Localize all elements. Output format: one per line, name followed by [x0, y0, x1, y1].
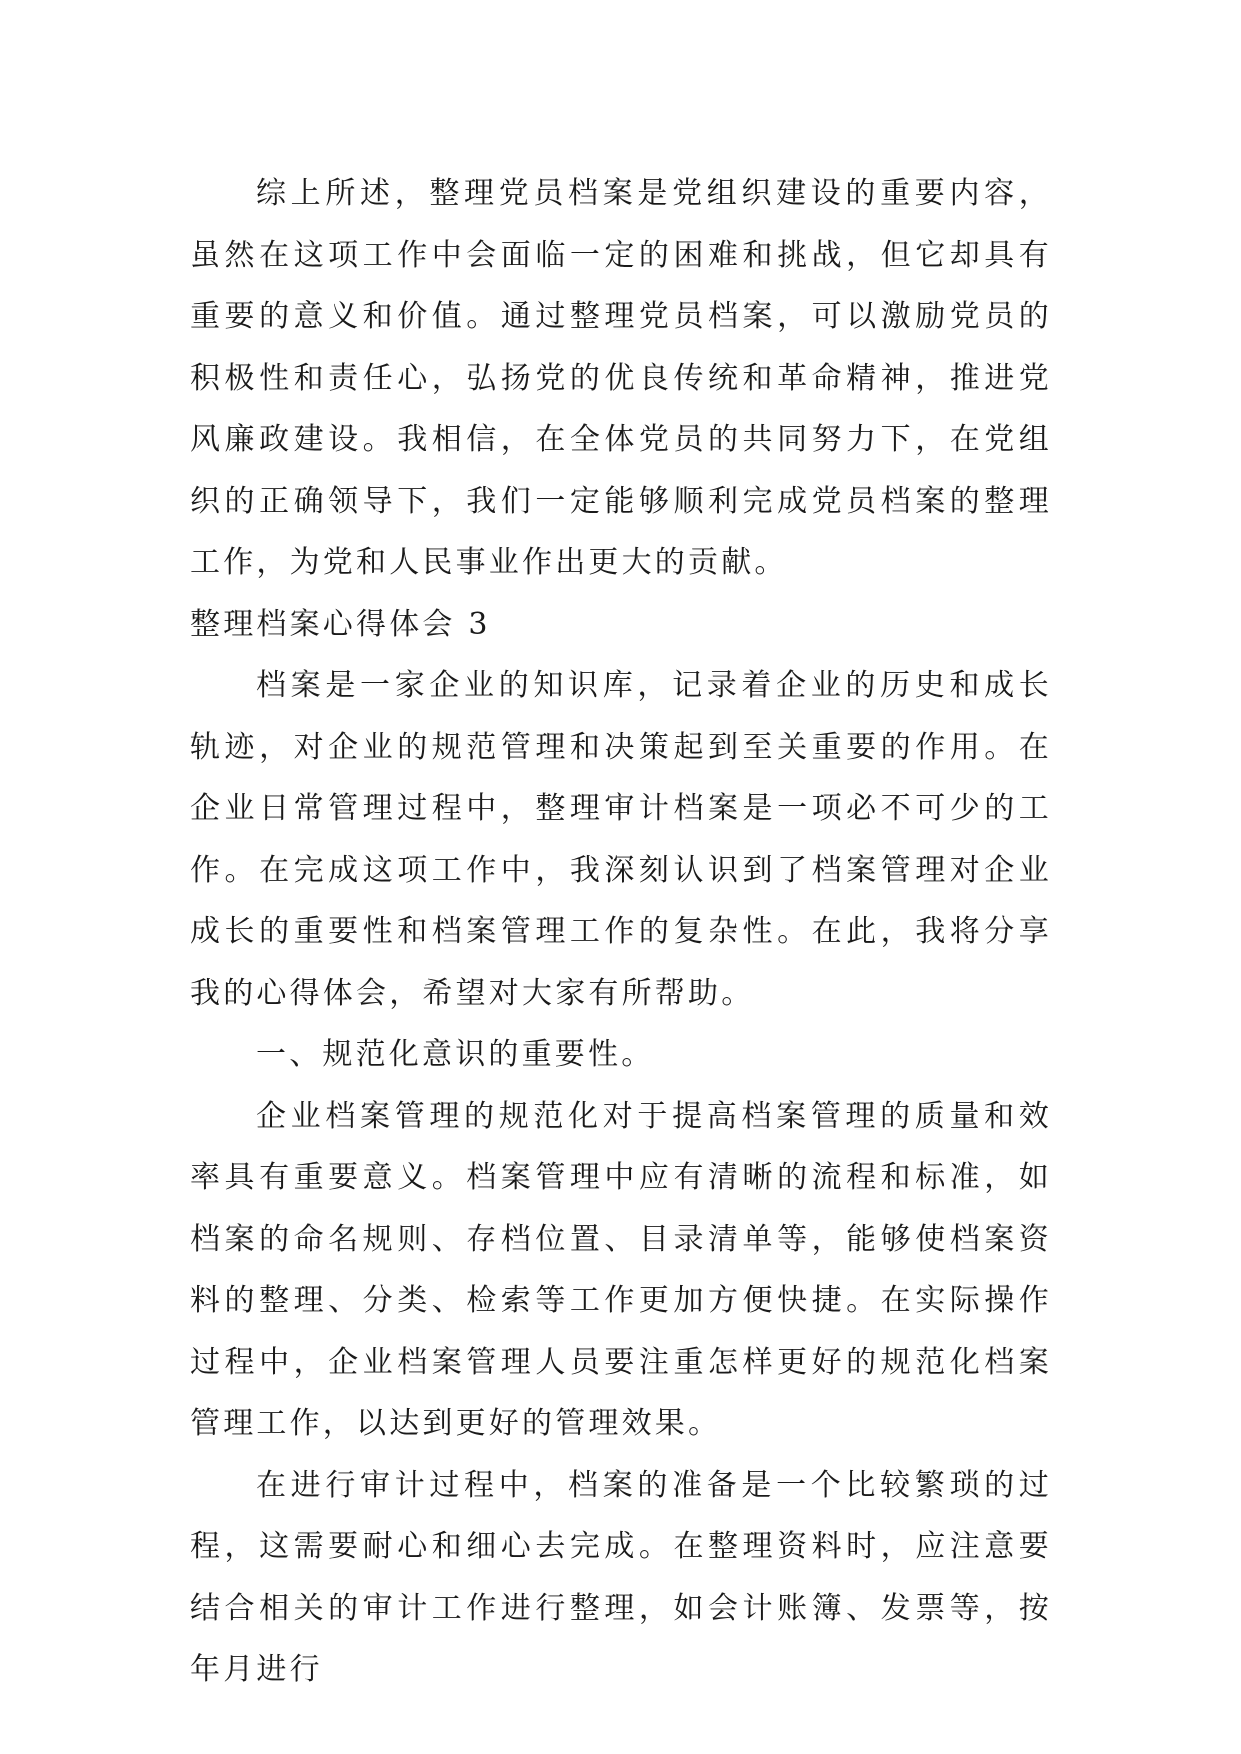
standardization-paragraph: 企业档案管理的规范化对于提高档案管理的质量和效率具有重要意义。档案管理中应有清晰的流程和标准，如档案的命名规则、存档位置、目录清单等，能够使档案资料的整理、分类、检索等工作更加方便快捷。在实际操作过程中，企业档案管理人员要注重怎样更好的规范化档案管理工作，以达到更好的管理效果。 [190, 1098, 1052, 1441]
conclusion-paragraph: 综上所述，整理党员档案是党组织建设的重要内容，虽然在这项工作中会面临一定的困难和挑战，但它却具有重要的意义和价值。通过整理党员档案，可以激励党员的积极性和责任心，弘扬党的优良传统和革命精神，推进党风廉政建设。我相信，在全体党员的共同努力下，在党组织的正确领导下，我们一定能够顺利完成党员档案的整理工作，为党和人民事业作出更大的贡献。 [190, 176, 1052, 580]
section-heading: 整理档案心得体会 3 [190, 606, 491, 642]
subheading-paragraph: 一、规范化意识的重要性。 [256, 1037, 655, 1072]
intro-paragraph: 档案是一家企业的知识库，记录着企业的历史和成长轨迹，对企业的规范管理和决策起到至关重要的作用。在企业日常管理过程中，整理审计档案是一项必不可少的工作。在完成这项工作中，我深刻认识到了档案管理对企业成长的重要性和档案管理工作的复杂性。在此，我将分享我的心得体会，希望对大家有所帮助。 [190, 668, 1052, 1011]
document-page [190, 163, 1052, 1701]
audit-paragraph: 在进行审计过程中，档案的准备是一个比较繁琐的过程，这需要耐心和细心去完成。在整理资料时，应注意要结合相关的审计工作进行整理，如会计账簿、发票等，按年月进行 [190, 1467, 1052, 1687]
